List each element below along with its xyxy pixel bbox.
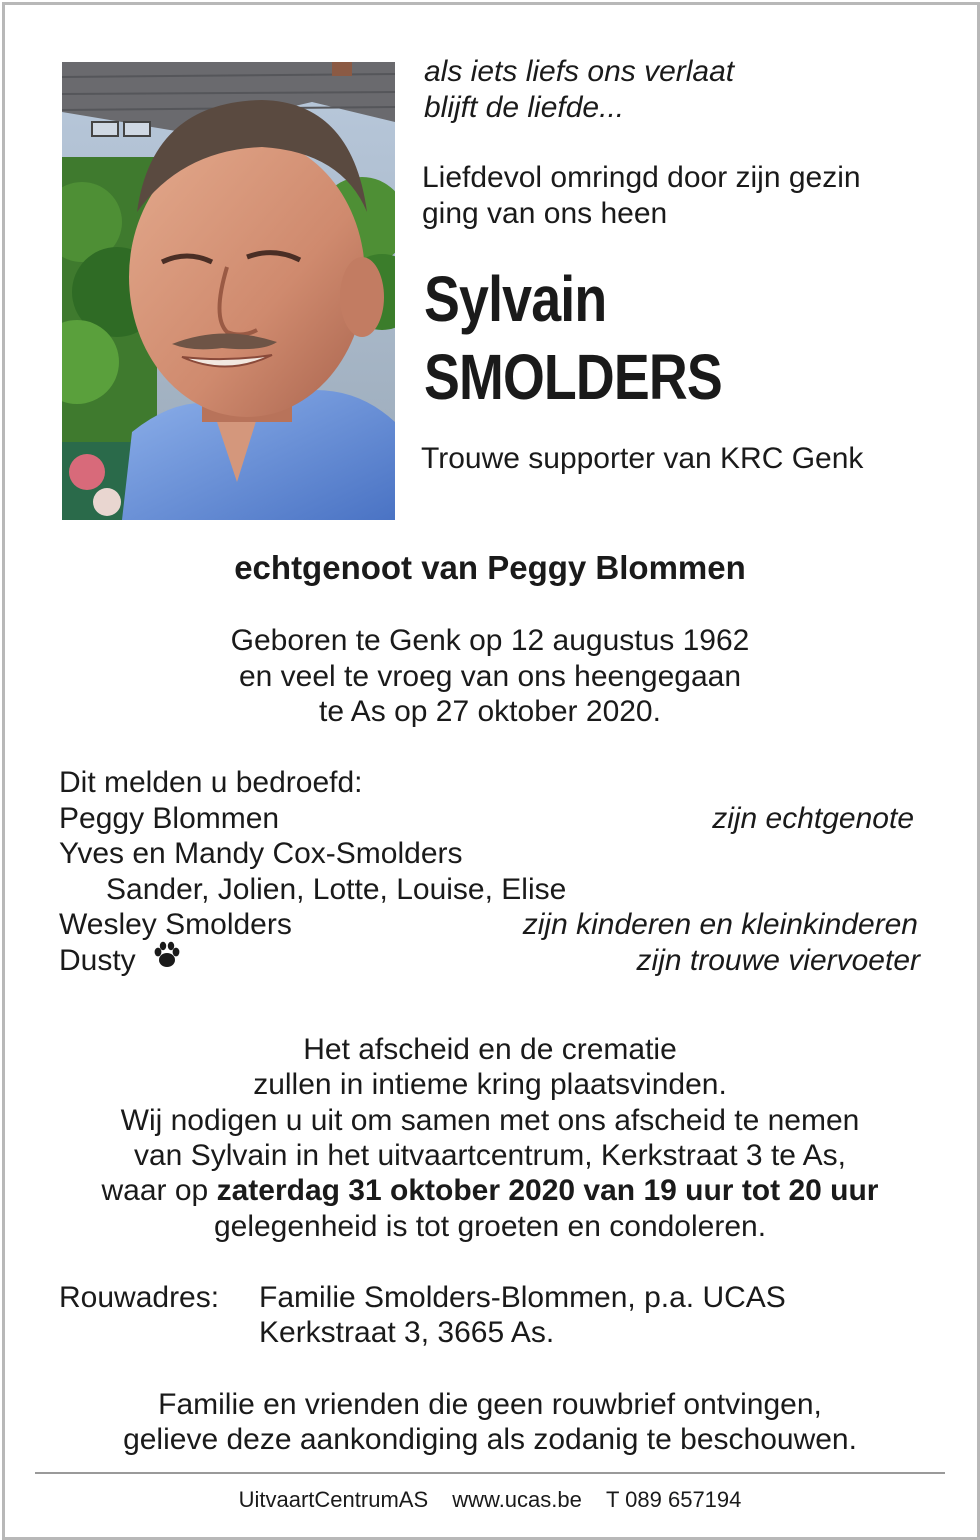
mourner-name: Yves en Mandy Cox-Smolders [59, 837, 463, 870]
birth-line-1: Geboren te Genk op 12 augustus 1962 [230, 624, 750, 657]
spouse-line: echtgenoot van Peggy Blommen [234, 549, 746, 586]
deceased-last-name: SMOLDERS [424, 341, 722, 413]
footer-phone: T 089 657194 [606, 1487, 742, 1512]
address-line-2: Kerkstraat 3, 3665 As. [259, 1316, 555, 1349]
ceremony-when [0, 1173, 980, 1209]
mourner-relation: zijn echtgenote [712, 802, 914, 835]
ceremony-line-1: Het afscheid en de crematie [303, 1033, 677, 1066]
poem-line-2: blijft de liefde... [424, 91, 625, 124]
portrait-photo [62, 62, 395, 520]
intro-line-1: Liefdevol omringd door zijn gezin [422, 161, 861, 194]
deceased-first-name: Sylvain [424, 263, 607, 335]
footer-website[interactable]: www.ucas.be [452, 1487, 582, 1512]
ceremony-line-2: zullen in intieme kring plaatsvinden. [253, 1068, 727, 1101]
footer-company: UitvaartCentrumAS [238, 1487, 429, 1512]
mourner-relation: zijn kinderen en kleinkinderen [522, 908, 918, 941]
ceremony-line-4: van Sylvain in het uitvaartcentrum, Kerkstraat 3 te As, [133, 1139, 846, 1172]
mourner-name: Wesley Smolders [59, 908, 292, 941]
poem-line-1: als iets liefs ons verlaat [424, 55, 735, 88]
paw-icon [152, 941, 182, 978]
mourners-heading: Dit melden u bedroefd: [59, 766, 363, 799]
closing-line-2: gelieve deze aankondiging als zodanig te beschouwen. [123, 1423, 857, 1456]
mourner-row-dusty [59, 943, 182, 980]
footer-divider [35, 1472, 945, 1474]
mourner-name: Dusty [59, 944, 136, 977]
ceremony-last-line: gelegenheid is tot groeten en condoleren. [213, 1210, 767, 1243]
birth-line-3: te As op 27 oktober 2020. [319, 695, 661, 728]
footer [0, 1486, 980, 1514]
address-line-1: Familie Smolders-Blommen, p.a. UCAS [259, 1281, 786, 1314]
closing-line-1: Familie en vrienden die geen rouwbrief ontvingen, [158, 1388, 822, 1421]
ceremony-line-3: Wij nodigen u uit om samen met ons afscheid te nemen [120, 1104, 860, 1137]
mourner-relation: zijn trouwe viervoeter [636, 944, 920, 977]
intro-line-2: ging van ons heen [422, 197, 668, 230]
tagline: Trouwe supporter van KRC Genk [421, 442, 864, 475]
ceremony-when-date: zaterdag 31 oktober 2020 van 19 uur tot 20 uur [216, 1174, 879, 1207]
address-label: Rouwadres: [59, 1281, 220, 1314]
ceremony-when-prefix: waar op [101, 1174, 217, 1207]
birth-line-2: en veel te vroeg van ons heengegaan [238, 660, 742, 693]
mourner-name: Peggy Blommen [59, 802, 280, 835]
mourner-name: Sander, Jolien, Lotte, Louise, Elise [106, 873, 567, 906]
